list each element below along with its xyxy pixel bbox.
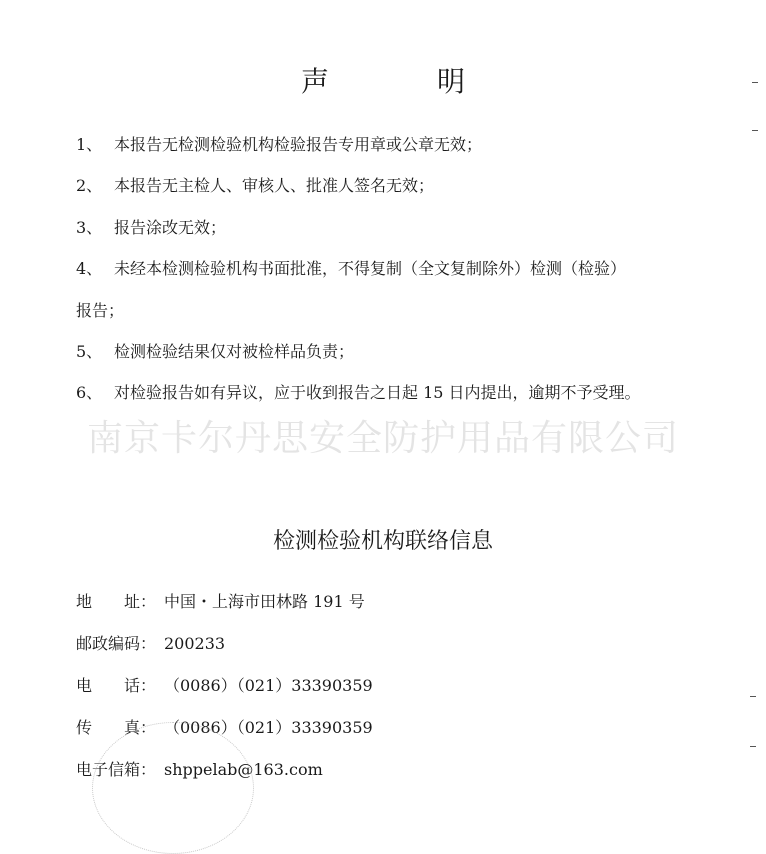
info-label: 邮政编码： <box>76 634 157 653</box>
contact-title: 检测检验机构联络信息 <box>272 529 493 554</box>
clause-text: 本报告无检测检验机构检验报告专用章或公章无效； <box>114 135 483 154</box>
clause-text: 未经本检测检验机构书面批准，不得复制（全文复制除外）检测（检验） <box>114 259 627 278</box>
clause-5 <box>76 342 354 362</box>
clause-1 <box>76 135 482 155</box>
clause-number: 3、 <box>76 218 103 237</box>
clause-text: 对检验报告如有异议，应于收到报告之日起 15 日内提出，逾期不予受理。 <box>114 383 641 402</box>
clause-number: 2、 <box>76 176 103 195</box>
info-value: 200233 <box>164 634 226 653</box>
clause-3 <box>76 218 226 238</box>
info-row-postcode <box>76 634 225 654</box>
info-row-fax <box>76 718 373 738</box>
info-value: （0086）（021）33390359 <box>164 718 373 737</box>
edge-mark <box>750 746 756 747</box>
info-row-phone <box>76 676 373 696</box>
clause-number: 5、 <box>76 342 103 361</box>
clause-2 <box>76 176 434 196</box>
clause-number: 6、 <box>76 383 103 402</box>
info-label: 电 话： <box>76 676 157 695</box>
clause-4-continuation: 报告； <box>76 301 125 320</box>
company-watermark: 南京卡尔丹思安全防护用品有限公司 <box>86 418 679 459</box>
clause-text: 本报告无主检人、审核人、批准人签名无效； <box>114 176 435 195</box>
clause-6 <box>76 383 641 403</box>
clause-text: 报告涂改无效； <box>114 218 227 237</box>
edge-mark <box>750 696 756 697</box>
info-label: 地 址： <box>76 592 157 611</box>
info-value: 中国・上海市田林路 191 号 <box>164 592 365 611</box>
clause-number: 1、 <box>76 135 103 154</box>
faded-stamp <box>92 722 254 854</box>
info-value: （0086）（021）33390359 <box>164 676 373 695</box>
clause-4 <box>76 259 626 279</box>
edge-mark <box>752 130 758 131</box>
clause-number: 4、 <box>76 259 103 278</box>
declaration-title: 声 明 <box>300 65 505 98</box>
info-value: shppelab@163.com <box>164 760 323 779</box>
info-row-address <box>76 592 365 612</box>
info-label: 传 真： <box>76 718 157 737</box>
clause-text: 检测检验结果仅对被检样品负责； <box>114 342 355 361</box>
info-label: 电子信箱： <box>76 760 157 779</box>
edge-mark <box>752 82 758 83</box>
